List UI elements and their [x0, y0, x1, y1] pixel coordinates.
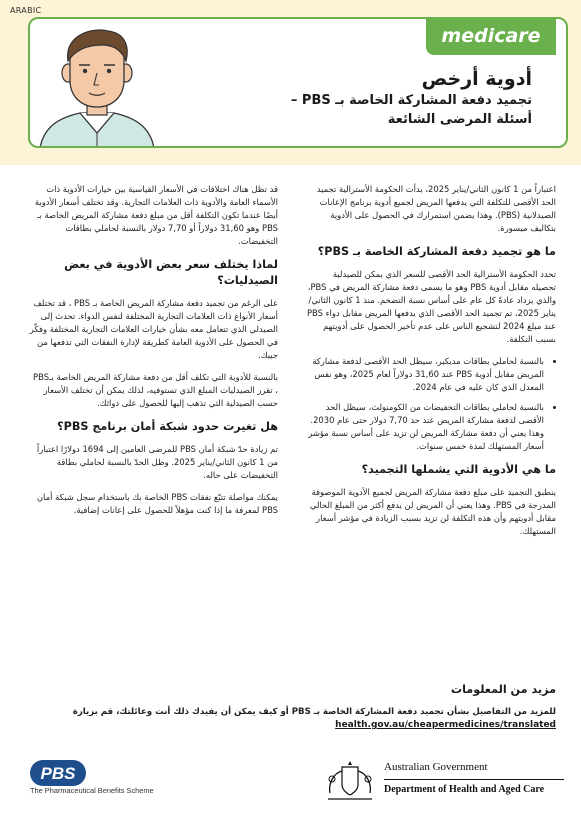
question-heading: لماذا يختلف سعر بعض الأدوية في بعض الصيدليات؟	[64, 258, 278, 287]
gov-divider	[384, 779, 564, 780]
question-heading: ما هي الأدوية التي يشملها التجميد؟	[361, 463, 556, 476]
medicare-brand: medicare	[426, 17, 556, 55]
answer-paragraph: تحدد الحكومة الأسترالية الحد الأقصى للسعر الذي يمكن للصيدلية تحصيله مقابل أدوية PBS وهو ما يسمى دفعة مشاركة المريض في PBS، والذي يزداد عادةً كل عام على أساس نسبة التضخم. منذ 1 كانون الثاني/يناير 2025، تم تجميد الحد الأقصى الذي يدفعها المريض مقابل دواء PBS عند مبلغ 2024 لتشجيع الناس على عدم تأخير الحصول على أدويتهم بسبب التكلفة.	[306, 269, 556, 344]
more-info-heading: مزيد من المعلومات	[450, 683, 556, 696]
more-info-text: للمزيد من التفاصيل بشأن تجميد دفعة المشاركة الخاصة بـ PBS أو كيف يمكن أن يفيدك ذلك أنت وعائلتك، قم بزيارة	[72, 707, 556, 717]
more-info-link[interactable]: health.gov.au/cheapermedicines/translated	[335, 720, 556, 730]
pbs-caption: The Pharmaceutical Benefits Scheme	[30, 786, 154, 795]
department-name: Department of Health and Aged Care	[384, 784, 545, 795]
page-subtitle-line1: تجميد دفعة المشاركة الخاصة بـ PBS –	[290, 93, 532, 108]
bullet-list	[306, 355, 556, 453]
man-illustration-icon	[32, 25, 162, 148]
page-title: أدوية أرخص	[421, 68, 532, 90]
intro-paragraph: قد تظل هناك اختلافات في الأسعار القياسية بين خيارات الأدوية ذات الأسماء العامة والأدوية ذات العلامات التجارية. وقد تختلف أسعار الأدوية أيضًا عندما تكون التكلفة أقل من مبلغ دفعة مشاركة المريض الخاصة بـ PBS وهو 31,60 دولاراً أو 7,70 دولار بالنسبة لحاملي بطاقات التخفيضات.	[34, 184, 278, 246]
language-label: ARABIC	[10, 6, 42, 15]
coat-of-arms-icon	[324, 759, 376, 805]
left-column	[28, 183, 278, 526]
answer-paragraph: تم زيادة حدّ شبكة أمان PBS للمرضى العامين إلى 1694 دولارًا اعتباراً من 1 كانون الثاني/يناير 2025. وظل الحدّ بالنسبة لحاملي بطاقة التخفيضات على حاله.	[36, 444, 278, 480]
more-info-section	[28, 683, 556, 732]
pbs-logo	[30, 760, 86, 786]
intro-paragraph: اعتباراً من 1 كانون الثاني/يناير 2025، بدأت الحكومة الأسترالية تجميد الحد الأقصى للتكلفة التي يدفعها المريض لجميع أدوية برنامج الإعانات الصيدلانية (PBS). وهذا يضمن استمرارك في الحصول على الأدوية بتكاليف ميسورة.	[316, 184, 556, 233]
answer-paragraph: ينطبق التجميد على مبلغ دفعة مشاركة المريض لجميع الأدوية الموصوفة المدرجة في PBS. وهذا يعني أن المريض لن يدفع أكثر من المبلغ الحالي مقابل أدويتهم وأن هذه التكلفة لن تزيد بسبب الزيادة في مؤشر أسعار المستهلك.	[309, 487, 556, 536]
question-heading: هل تغيرت حدود شبكة أمان برنامج PBS؟	[57, 420, 278, 433]
header-card	[28, 17, 568, 148]
answer-paragraph: على الرغم من تجميد دفعة مشاركة المريض الخاصة بـ PBS ، قد تختلف أسعار الأنواع ذات العلامات التجارية المختلفة لنفس الدواء. تحدث إلى الصيدلي الذي تتعامل معه بشأن خيارات العلامات التجارية المختلفة وفكّر في الحصول على الأدوية العامة كطريقة لإدارة النفقات التي تدفعها من جيبك.	[29, 298, 278, 360]
list-item: • بالنسبة لحاملي بطاقات مديكير، سيظل الحد الأقصى لدفعة مشاركة المريض مقابل أدوية PBS عند 31,60 دولاراً لعام 2025، وهو نفس المعدل الذي كان عليه في عام 2024.	[306, 355, 544, 394]
right-column	[306, 183, 556, 547]
page-title-block	[202, 67, 532, 129]
question-heading: ما هو تجميد دفعة المشاركة الخاصة بـ PBS؟	[317, 245, 556, 258]
government-logo	[324, 757, 564, 807]
page-subtitle-line2: أسئلة المرضى الشائعة	[387, 112, 532, 127]
gov-title: Australian Government	[384, 761, 488, 773]
answer-paragraph: بالنسبة للأدوية التي تكلف أقل من دفعة مشاركة المريض الخاصة بـPBS ، تقرر الصيدليات المبلغ الذي تستوفيه، لذلك يمكن أن تختلف الأسعار حسب الصيدلية التي تذهب إليها للحصول على دوائك.	[33, 372, 278, 408]
answer-paragraph: يمكنك مواصلة تتبّع نفقات PBS الخاصة بك باستخدام سجل شبكة أمان PBS لمعرفة ما إذا كنت مؤهلاً للحصول على إعانات إضافية.	[36, 492, 278, 515]
pbs-logo-text: PBS	[40, 764, 76, 783]
list-item: • بالنسبة لحاملي بطاقات التخفيضات من الكومنولث، سيظل الحد الأقصى لدفعة مشاركة المريض عند حد 7,70 دولار حتى عام 2030. وهذا يعني أن دفعة مشاركة المريض لن تزيد على أساس نسبة مؤشر أسعار المستهلك لمدة خمس سنوات.	[306, 401, 544, 453]
